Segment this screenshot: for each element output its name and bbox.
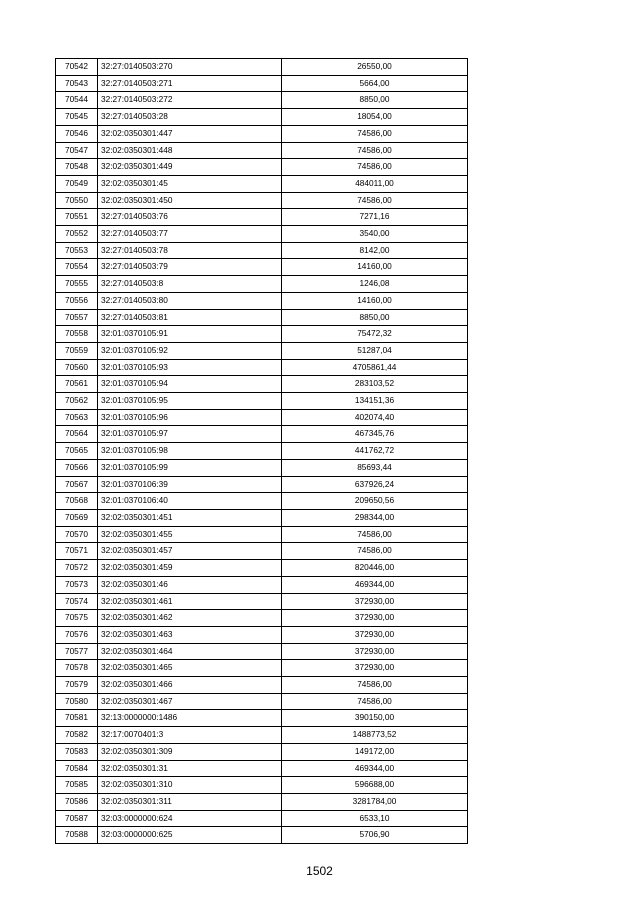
cadastral-number-cell: 32:02:0350301:461 <box>98 593 282 610</box>
table-row <box>56 626 468 643</box>
cadastral-number-cell: 32:13:0000000:1486 <box>98 710 282 727</box>
table-row <box>56 175 468 192</box>
table-row <box>56 710 468 727</box>
table-row <box>56 443 468 460</box>
row-number-cell: 70570 <box>56 526 98 543</box>
cadastral-number-cell: 32:27:0140503:28 <box>98 109 282 126</box>
cadastral-value-cell: 74586,00 <box>282 125 468 142</box>
cadastral-number-cell: 32:02:0350301:31 <box>98 760 282 777</box>
cadastral-value-cell: 3540,00 <box>282 226 468 243</box>
cadastral-value-cell: 372930,00 <box>282 593 468 610</box>
cadastral-number-cell: 32:02:0350301:459 <box>98 560 282 577</box>
page-number: 1502 <box>306 864 333 878</box>
row-number-cell: 70544 <box>56 92 98 109</box>
cadastral-value-cell: 372930,00 <box>282 660 468 677</box>
table-row <box>56 125 468 142</box>
row-number-cell: 70573 <box>56 576 98 593</box>
table-row <box>56 426 468 443</box>
cadastral-value-cell: 149172,00 <box>282 743 468 760</box>
table-body <box>56 59 468 844</box>
cadastral-number-cell: 32:03:0000000:625 <box>98 827 282 844</box>
cadastral-value-cell: 1488773,52 <box>282 727 468 744</box>
row-number-cell: 70561 <box>56 376 98 393</box>
table-row <box>56 576 468 593</box>
table-row <box>56 75 468 92</box>
table-row <box>56 259 468 276</box>
row-number-cell: 70568 <box>56 493 98 510</box>
cadastral-value-cell: 74586,00 <box>282 159 468 176</box>
row-number-cell: 70583 <box>56 743 98 760</box>
table-row <box>56 543 468 560</box>
cadastral-value-cell: 484011,00 <box>282 175 468 192</box>
cadastral-number-cell: 32:01:0370105:96 <box>98 409 282 426</box>
cadastral-number-cell: 32:01:0370105:99 <box>98 459 282 476</box>
cadastral-value-cell: 298344,00 <box>282 509 468 526</box>
cadastral-number-cell: 32:02:0350301:309 <box>98 743 282 760</box>
row-number-cell: 70559 <box>56 342 98 359</box>
cadastral-number-cell: 32:01:0370106:40 <box>98 493 282 510</box>
table-row <box>56 309 468 326</box>
cadastral-value-cell: 8850,00 <box>282 309 468 326</box>
row-number-cell: 70563 <box>56 409 98 426</box>
cadastral-value-cell: 820446,00 <box>282 560 468 577</box>
cadastral-number-cell: 32:02:0350301:463 <box>98 626 282 643</box>
row-number-cell: 70587 <box>56 810 98 827</box>
table-row <box>56 727 468 744</box>
table-row <box>56 292 468 309</box>
row-number-cell: 70582 <box>56 727 98 744</box>
row-number-cell: 70553 <box>56 242 98 259</box>
cadastral-number-cell: 32:27:0140503:77 <box>98 226 282 243</box>
cadastral-number-cell: 32:27:0140503:80 <box>98 292 282 309</box>
table-row <box>56 226 468 243</box>
cadastral-number-cell: 32:02:0350301:464 <box>98 643 282 660</box>
row-number-cell: 70571 <box>56 543 98 560</box>
cadastral-value-cell: 74586,00 <box>282 526 468 543</box>
row-number-cell: 70562 <box>56 393 98 410</box>
cadastral-number-cell: 32:02:0350301:466 <box>98 677 282 694</box>
table-row <box>56 342 468 359</box>
table-row <box>56 159 468 176</box>
cadastral-number-cell: 32:27:0140503:8 <box>98 276 282 293</box>
cadastral-number-cell: 32:01:0370105:98 <box>98 443 282 460</box>
table-row <box>56 560 468 577</box>
table-row <box>56 810 468 827</box>
cadastral-value-cell: 6533,10 <box>282 810 468 827</box>
cadastral-value-cell: 134151,36 <box>282 393 468 410</box>
cadastral-value-cell: 372930,00 <box>282 610 468 627</box>
cadastral-number-cell: 32:02:0350301:465 <box>98 660 282 677</box>
cadastral-number-cell: 32:17:0070401:3 <box>98 727 282 744</box>
table-row <box>56 643 468 660</box>
cadastral-number-cell: 32:02:0350301:462 <box>98 610 282 627</box>
table-row <box>56 509 468 526</box>
cadastral-value-cell: 8850,00 <box>282 92 468 109</box>
table-row <box>56 476 468 493</box>
cadastral-number-cell: 32:02:0350301:46 <box>98 576 282 593</box>
table-row <box>56 209 468 226</box>
table-row <box>56 393 468 410</box>
table-row <box>56 276 468 293</box>
row-number-cell: 70545 <box>56 109 98 126</box>
cadastral-value-cell: 7271,16 <box>282 209 468 226</box>
cadastral-number-cell: 32:02:0350301:45 <box>98 175 282 192</box>
cadastral-value-cell: 51287,04 <box>282 342 468 359</box>
row-number-cell: 70546 <box>56 125 98 142</box>
table-row <box>56 593 468 610</box>
cadastral-value-cell: 1246,08 <box>282 276 468 293</box>
cadastral-value-cell: 390150,00 <box>282 710 468 727</box>
cadastral-number-cell: 32:27:0140503:272 <box>98 92 282 109</box>
row-number-cell: 70542 <box>56 59 98 76</box>
row-number-cell: 70558 <box>56 326 98 343</box>
cadastral-value-cell: 5706,90 <box>282 827 468 844</box>
cadastral-number-cell: 32:02:0350301:455 <box>98 526 282 543</box>
cadastral-number-cell: 32:27:0140503:271 <box>98 75 282 92</box>
cadastral-number-cell: 32:01:0370105:92 <box>98 342 282 359</box>
row-number-cell: 70572 <box>56 560 98 577</box>
cadastral-value-cell: 85693,44 <box>282 459 468 476</box>
row-number-cell: 70580 <box>56 693 98 710</box>
table-row <box>56 92 468 109</box>
row-number-cell: 70557 <box>56 309 98 326</box>
cadastral-value-cell: 74586,00 <box>282 142 468 159</box>
table-row <box>56 409 468 426</box>
cadastral-number-cell: 32:02:0350301:448 <box>98 142 282 159</box>
row-number-cell: 70548 <box>56 159 98 176</box>
row-number-cell: 70569 <box>56 509 98 526</box>
row-number-cell: 70556 <box>56 292 98 309</box>
table-row <box>56 777 468 794</box>
row-number-cell: 70585 <box>56 777 98 794</box>
row-number-cell: 70581 <box>56 710 98 727</box>
table-row <box>56 376 468 393</box>
cadastral-value-cell: 4705861,44 <box>282 359 468 376</box>
row-number-cell: 70560 <box>56 359 98 376</box>
cadastral-value-cell: 372930,00 <box>282 643 468 660</box>
cadastral-number-cell: 32:03:0000000:624 <box>98 810 282 827</box>
row-number-cell: 70577 <box>56 643 98 660</box>
cadastral-value-cell: 75472,32 <box>282 326 468 343</box>
row-number-cell: 70552 <box>56 226 98 243</box>
cadastral-number-cell: 32:27:0140503:78 <box>98 242 282 259</box>
row-number-cell: 70549 <box>56 175 98 192</box>
cadastral-number-cell: 32:01:0370106:39 <box>98 476 282 493</box>
table-row <box>56 693 468 710</box>
table-row <box>56 660 468 677</box>
cadastral-number-cell: 32:02:0350301:447 <box>98 125 282 142</box>
cadastral-value-cell: 14160,00 <box>282 292 468 309</box>
cadastral-number-cell: 32:27:0140503:81 <box>98 309 282 326</box>
row-number-cell: 70554 <box>56 259 98 276</box>
cadastral-value-cell: 74586,00 <box>282 543 468 560</box>
cadastral-value-cell: 26550,00 <box>282 59 468 76</box>
table-row <box>56 760 468 777</box>
row-number-cell: 70566 <box>56 459 98 476</box>
row-number-cell: 70564 <box>56 426 98 443</box>
cadastral-value-cell: 596688,00 <box>282 777 468 794</box>
row-number-cell: 70565 <box>56 443 98 460</box>
row-number-cell: 70588 <box>56 827 98 844</box>
cadastral-value-cell: 8142,00 <box>282 242 468 259</box>
table-row <box>56 109 468 126</box>
cadastral-number-cell: 32:01:0370105:93 <box>98 359 282 376</box>
table-row <box>56 827 468 844</box>
row-number-cell: 70543 <box>56 75 98 92</box>
cadastral-number-cell: 32:01:0370105:94 <box>98 376 282 393</box>
table-row <box>56 192 468 209</box>
row-number-cell: 70578 <box>56 660 98 677</box>
row-number-cell: 70576 <box>56 626 98 643</box>
table-row <box>56 242 468 259</box>
cadastral-number-cell: 32:02:0350301:310 <box>98 777 282 794</box>
cadastral-value-cell: 402074,40 <box>282 409 468 426</box>
row-number-cell: 70567 <box>56 476 98 493</box>
table-row <box>56 142 468 159</box>
row-number-cell: 70547 <box>56 142 98 159</box>
cadastral-number-cell: 32:01:0370105:97 <box>98 426 282 443</box>
table-row <box>56 59 468 76</box>
cadastral-value-cell: 14160,00 <box>282 259 468 276</box>
cadastral-value-cell: 18054,00 <box>282 109 468 126</box>
row-number-cell: 70550 <box>56 192 98 209</box>
cadastral-number-cell: 32:02:0350301:449 <box>98 159 282 176</box>
cadastral-number-cell: 32:02:0350301:311 <box>98 793 282 810</box>
table-row <box>56 493 468 510</box>
cadastral-value-cell: 469344,00 <box>282 576 468 593</box>
cadastral-value-cell: 209650,56 <box>282 493 468 510</box>
cadastral-value-cell: 637926,24 <box>282 476 468 493</box>
cadastral-value-cell: 283103,52 <box>282 376 468 393</box>
table-row <box>56 526 468 543</box>
cadastral-number-cell: 32:02:0350301:451 <box>98 509 282 526</box>
cadastral-number-cell: 32:02:0350301:457 <box>98 543 282 560</box>
table-row <box>56 743 468 760</box>
cadastral-number-cell: 32:01:0370105:91 <box>98 326 282 343</box>
row-number-cell: 70551 <box>56 209 98 226</box>
cadastral-value-cell: 441762,72 <box>282 443 468 460</box>
cadastral-number-cell: 32:02:0350301:467 <box>98 693 282 710</box>
row-number-cell: 70574 <box>56 593 98 610</box>
cadastral-value-cell: 74586,00 <box>282 192 468 209</box>
table-row <box>56 793 468 810</box>
cadastral-number-cell: 32:27:0140503:79 <box>98 259 282 276</box>
cadastral-value-table <box>55 58 468 844</box>
cadastral-value-cell: 74586,00 <box>282 693 468 710</box>
table-row <box>56 459 468 476</box>
cadastral-value-cell: 469344,00 <box>282 760 468 777</box>
cadastral-number-cell: 32:02:0350301:450 <box>98 192 282 209</box>
table-row <box>56 677 468 694</box>
row-number-cell: 70586 <box>56 793 98 810</box>
cadastral-value-cell: 74586,00 <box>282 677 468 694</box>
cadastral-value-cell: 372930,00 <box>282 626 468 643</box>
cadastral-value-cell: 467345,76 <box>282 426 468 443</box>
cadastral-number-cell: 32:27:0140503:270 <box>98 59 282 76</box>
cadastral-value-cell: 5664,00 <box>282 75 468 92</box>
table-row <box>56 326 468 343</box>
table-row <box>56 610 468 627</box>
row-number-cell: 70575 <box>56 610 98 627</box>
cadastral-number-cell: 32:01:0370105:95 <box>98 393 282 410</box>
row-number-cell: 70584 <box>56 760 98 777</box>
table-row <box>56 359 468 376</box>
cadastral-number-cell: 32:27:0140503:76 <box>98 209 282 226</box>
cadastral-value-cell: 3281784,00 <box>282 793 468 810</box>
row-number-cell: 70579 <box>56 677 98 694</box>
row-number-cell: 70555 <box>56 276 98 293</box>
